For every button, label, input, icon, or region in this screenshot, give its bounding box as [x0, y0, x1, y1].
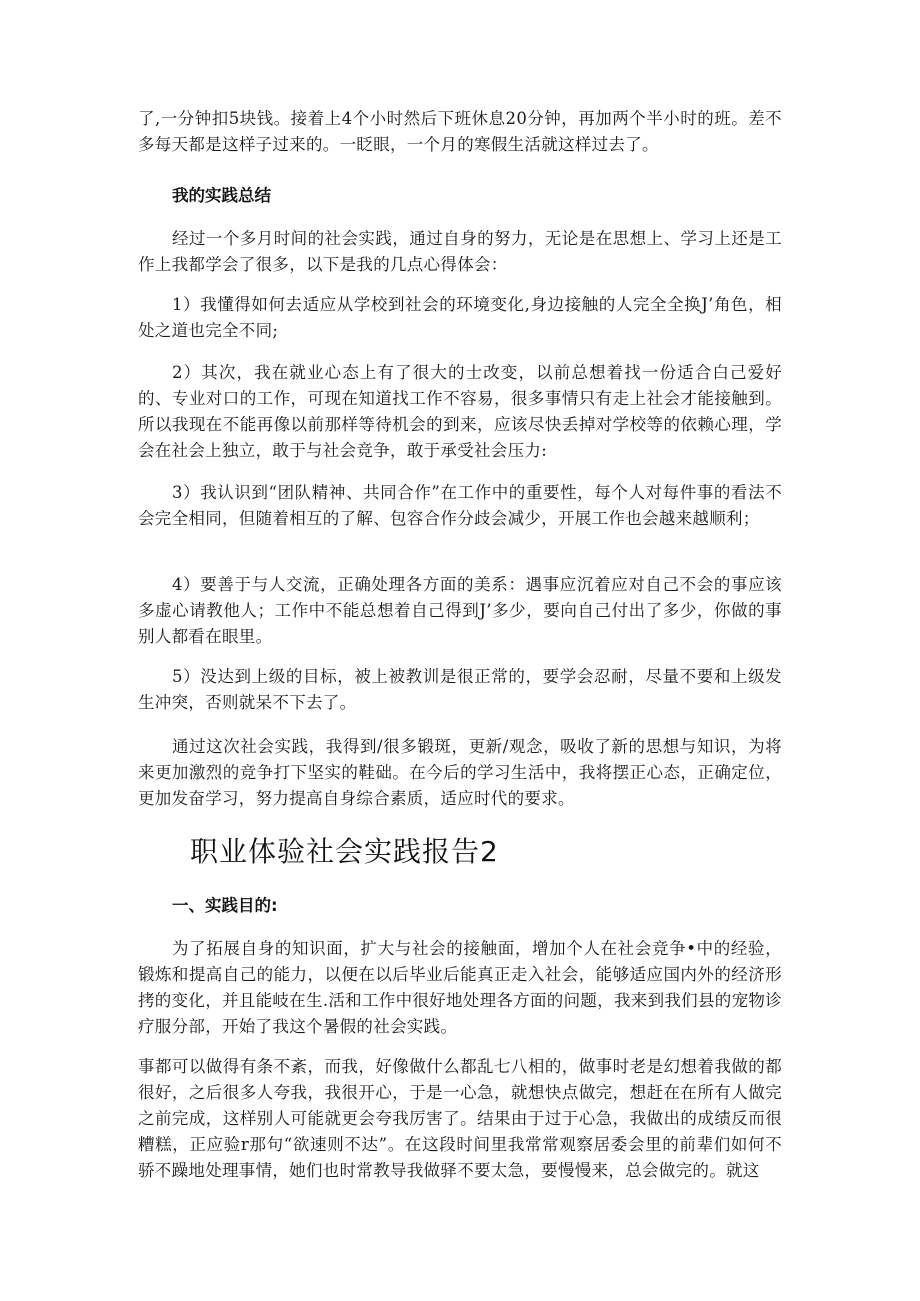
summary-heading: 我的实践总结 — [172, 186, 271, 205]
summary-point-4: 4）要善于与人交流，正确处理各方面的美系：遇事应沉着应对自己不会的事应该多虚心请教他人；工作中不能总想着自己得到J’多少，要向自己付出了多少，你做的事别人都看在眼里。 — [138, 575, 782, 646]
section-1-heading: 一、实践目的: — [172, 896, 278, 915]
summary-point-3: 3）我认识到“团队精神、共同合作”在工作中的重要性，每个人对每件事的看法不会完全相同，但随着相互的了解、包容合作分歧会减少，开展工作也会越来越顺利； — [138, 483, 782, 528]
summary-intro-paragraph: 经过一个多月时间的社会实践，通过自身的努力，无论是在思想上、学习上还是工作上我都学会了很多，以下是我的几点心得体会： — [138, 229, 782, 274]
opening-paragraph: 了,一分钟扣5块钱。接着上4个小时然后下班休息20分钟，再加两个半小时的班。差不多每天都是这样子过来的。一眨眼，一个月的寒假生活就这样过去了。 — [138, 109, 782, 154]
summary-point-5: 5）没达到上级的目标，被上被教训是很正常的，要学会忍耐，尽量不要和上级发生冲突，否则就呆不下去了。 — [138, 667, 782, 712]
closing-paragraph: 事都可以做得有条不紊，而我，好像做什么都乱七八相的，做事时老是幻想着我做的都很好，之后很多人夸我，我很开心，于是一心急，就想快点做完，想赶在在所有人做完之前完成，这样别人可能就更会夸我厉害了。结果由于过于心急，我做出的成绩反而很糟糕，正应验r那句“欲速则不达”。在这段时间里我常常观察居委会里的前辈们如何不骄不躁地处理事情，她们也时常教导我做驿不要太急，要慢慢来，总会做完的。就这 — [138, 1057, 782, 1180]
summary-point-2: 2）其次，我在就业心态上有了很大的士改变，以前总想着找一份适合白己爱好的、专业对口的工作，可现在知道找工作不容易，很多事情只有走上社会才能接触到。所以我现在不能再像以前那样等待机会的到来，应该尽快丢掉对学校等的依赖心理，学会在社会上独立，敢于与社会竞争，敢于承受社会压力: — [138, 363, 782, 460]
report-2-title: 职业体验社会实践报告2 — [190, 835, 499, 868]
summary-conclusion-paragraph: 通过这次社会实践，我得到/很多锻斑，更新/观念，吸收了新的思想与知识，为将来更加激烈的竞争打下坚实的鞋础。在今后的学习生活中，我将摆正心态，正确定位，更加发奋学习，努力提高自身综合素质，适应时代的要求。 — [138, 737, 782, 808]
summary-point-1: 1）我懂得如何去适应从学校到社会的环境变化,身边接触的人完全全换J’角色，相处之道也完全不同; — [138, 295, 782, 340]
section-1-paragraph: 为了拓展自身的知识面，扩大与社会的接触面，增加个人在社会竞争•中的经验，锻炼和提高自己的能力，以便在以后毕业后能真正走入社会，能够适应国内外的经济形拷的变化，并且能岐在生.活和工作中很好地处理各方面的问题，我来到我们县的宠物诊疗服分部，开始了我这个暑假的社会实践。 — [138, 939, 782, 1036]
